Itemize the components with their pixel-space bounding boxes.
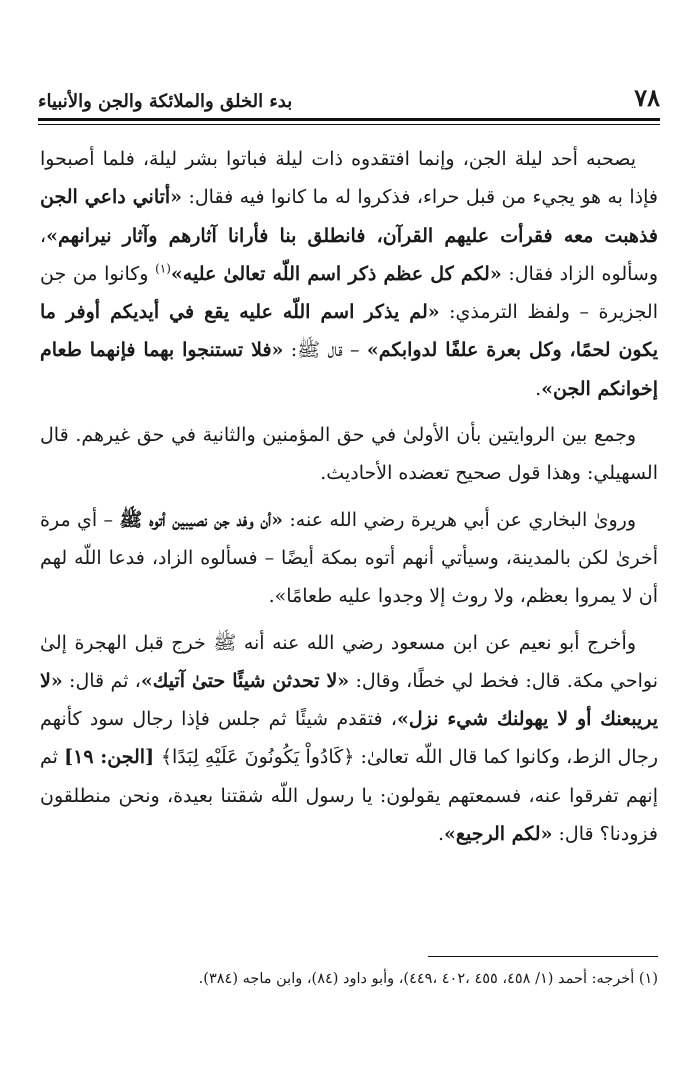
text-run: يصحبه أحد ليلة الجن، وإنما افتقدوه ذات ليلة فباتوا بشر ليلة، فلما أصبحوا فإذا به هو يجيء من قبل حراء، فذكروا له ما كانوا فيه فقال: <box>40 148 658 209</box>
quoted-text: «فلا تستنجوا بهما فإنهما طعام إخوانكم الجن» <box>40 339 658 400</box>
text-run: وأخرج أبو نعيم عن ابن مسعود رضي الله عنه أنه ﷺ خرج قبل الهجرة إلىٰ نواحي مكة. قال: فخط لي خطًا، وقال: <box>40 631 658 692</box>
text-run: وجمع بين الروايتين بأن الأولىٰ في حق المؤمنين والثانية في حق غيرهم. قال السهيلي: وهذا قول صحيح تعضده الأحاديث. <box>40 424 658 485</box>
paragraph <box>40 501 658 616</box>
text-run: ، ثم قال: <box>62 669 141 692</box>
text-run: – قال ﷺ: <box>283 339 367 362</box>
quoted-text: «لكم كل عظم ذكر اسم اللّه تعالىٰ عليه» <box>170 262 502 285</box>
page-header <box>38 82 660 112</box>
text-run: . <box>437 823 445 846</box>
quoted-text: [الجن: ١٩] <box>64 746 161 769</box>
text-run: وكانوا من جن الجزيرة – ولفظ الترمذي: <box>40 262 658 324</box>
running-title: بدء الخلق والملائكة والجن والأنبياء <box>38 91 293 112</box>
body-text <box>40 140 658 861</box>
page-number: ٧٨ <box>634 83 660 112</box>
text-run: – أي مرة أخرىٰ لكن بالمدينة، وسيأتي أنهم أتوه بمكة أيضًا – فسألوه الزاد، فدعا اللّه لهم أن لا يمروا بعظم، ولا روث إلا وجدوا عليه طعامًا». <box>40 508 658 608</box>
text-run: ، فتقدم شيئًا ثم جلس فإذا رجال سود كأنهم رجال الزط، وكانوا كما قال اللّه تعالىٰ: <box>40 708 659 769</box>
text-run: ورویٰ البخاري عن أبي هريرة رضي الله عنه: <box>283 508 636 531</box>
quoted-text: «أن وفد جن نصيبين أتوه ﷺ <box>119 508 284 531</box>
footnote: (١) أخرجه: أحمد (١/ ٤٥٨، ٤٥٥ ،٤٠٢ ،٤٤٩)، وأبو داود (٨٤)، وابن ماجه (٣٨٤). <box>198 971 658 987</box>
header-rule-thick <box>38 118 660 121</box>
text-run: . <box>535 377 542 400</box>
header-rule-thin <box>38 124 660 125</box>
footnote-marker: (١) <box>155 261 171 276</box>
footnote-separator <box>428 956 658 957</box>
text-run: ﴿كَادُواْ يَكُونُونَ عَلَيْهِ لِبَدًا﴾ <box>160 746 355 769</box>
text-run: ، وسألوه الزاد فقال: <box>40 224 658 285</box>
text-run: ثم إنهم تفرقوا عنه، فسمعتهم يقولون: يا رسول اللّه شقتنا بعيدة، ونحن منطلقون فزودنا؟ قال: <box>40 746 658 846</box>
quoted-text: «لا تحدثن شيئًا حتىٰ آتيك» <box>140 669 350 692</box>
quoted-text: «لا يريبعنك أو لا يهولنك شيء نزل» <box>40 669 659 731</box>
paragraph <box>40 624 658 854</box>
paragraph <box>40 140 658 408</box>
quoted-text: «لم يذكر اسم اللّه عليه يقع في أيديكم أوفر ما يكون لحمًا، وكل بعرة علفًا لدوابكم» <box>40 301 658 362</box>
paragraph <box>40 416 658 493</box>
quoted-text: «لكم الرجيع» <box>444 823 553 846</box>
quoted-text: «أتاني داعي الجن فذهبت معه فقرأت عليهم القرآن، فانطلق بنا فأرانا آثارهم وآثار نيرانهم» <box>40 186 658 247</box>
